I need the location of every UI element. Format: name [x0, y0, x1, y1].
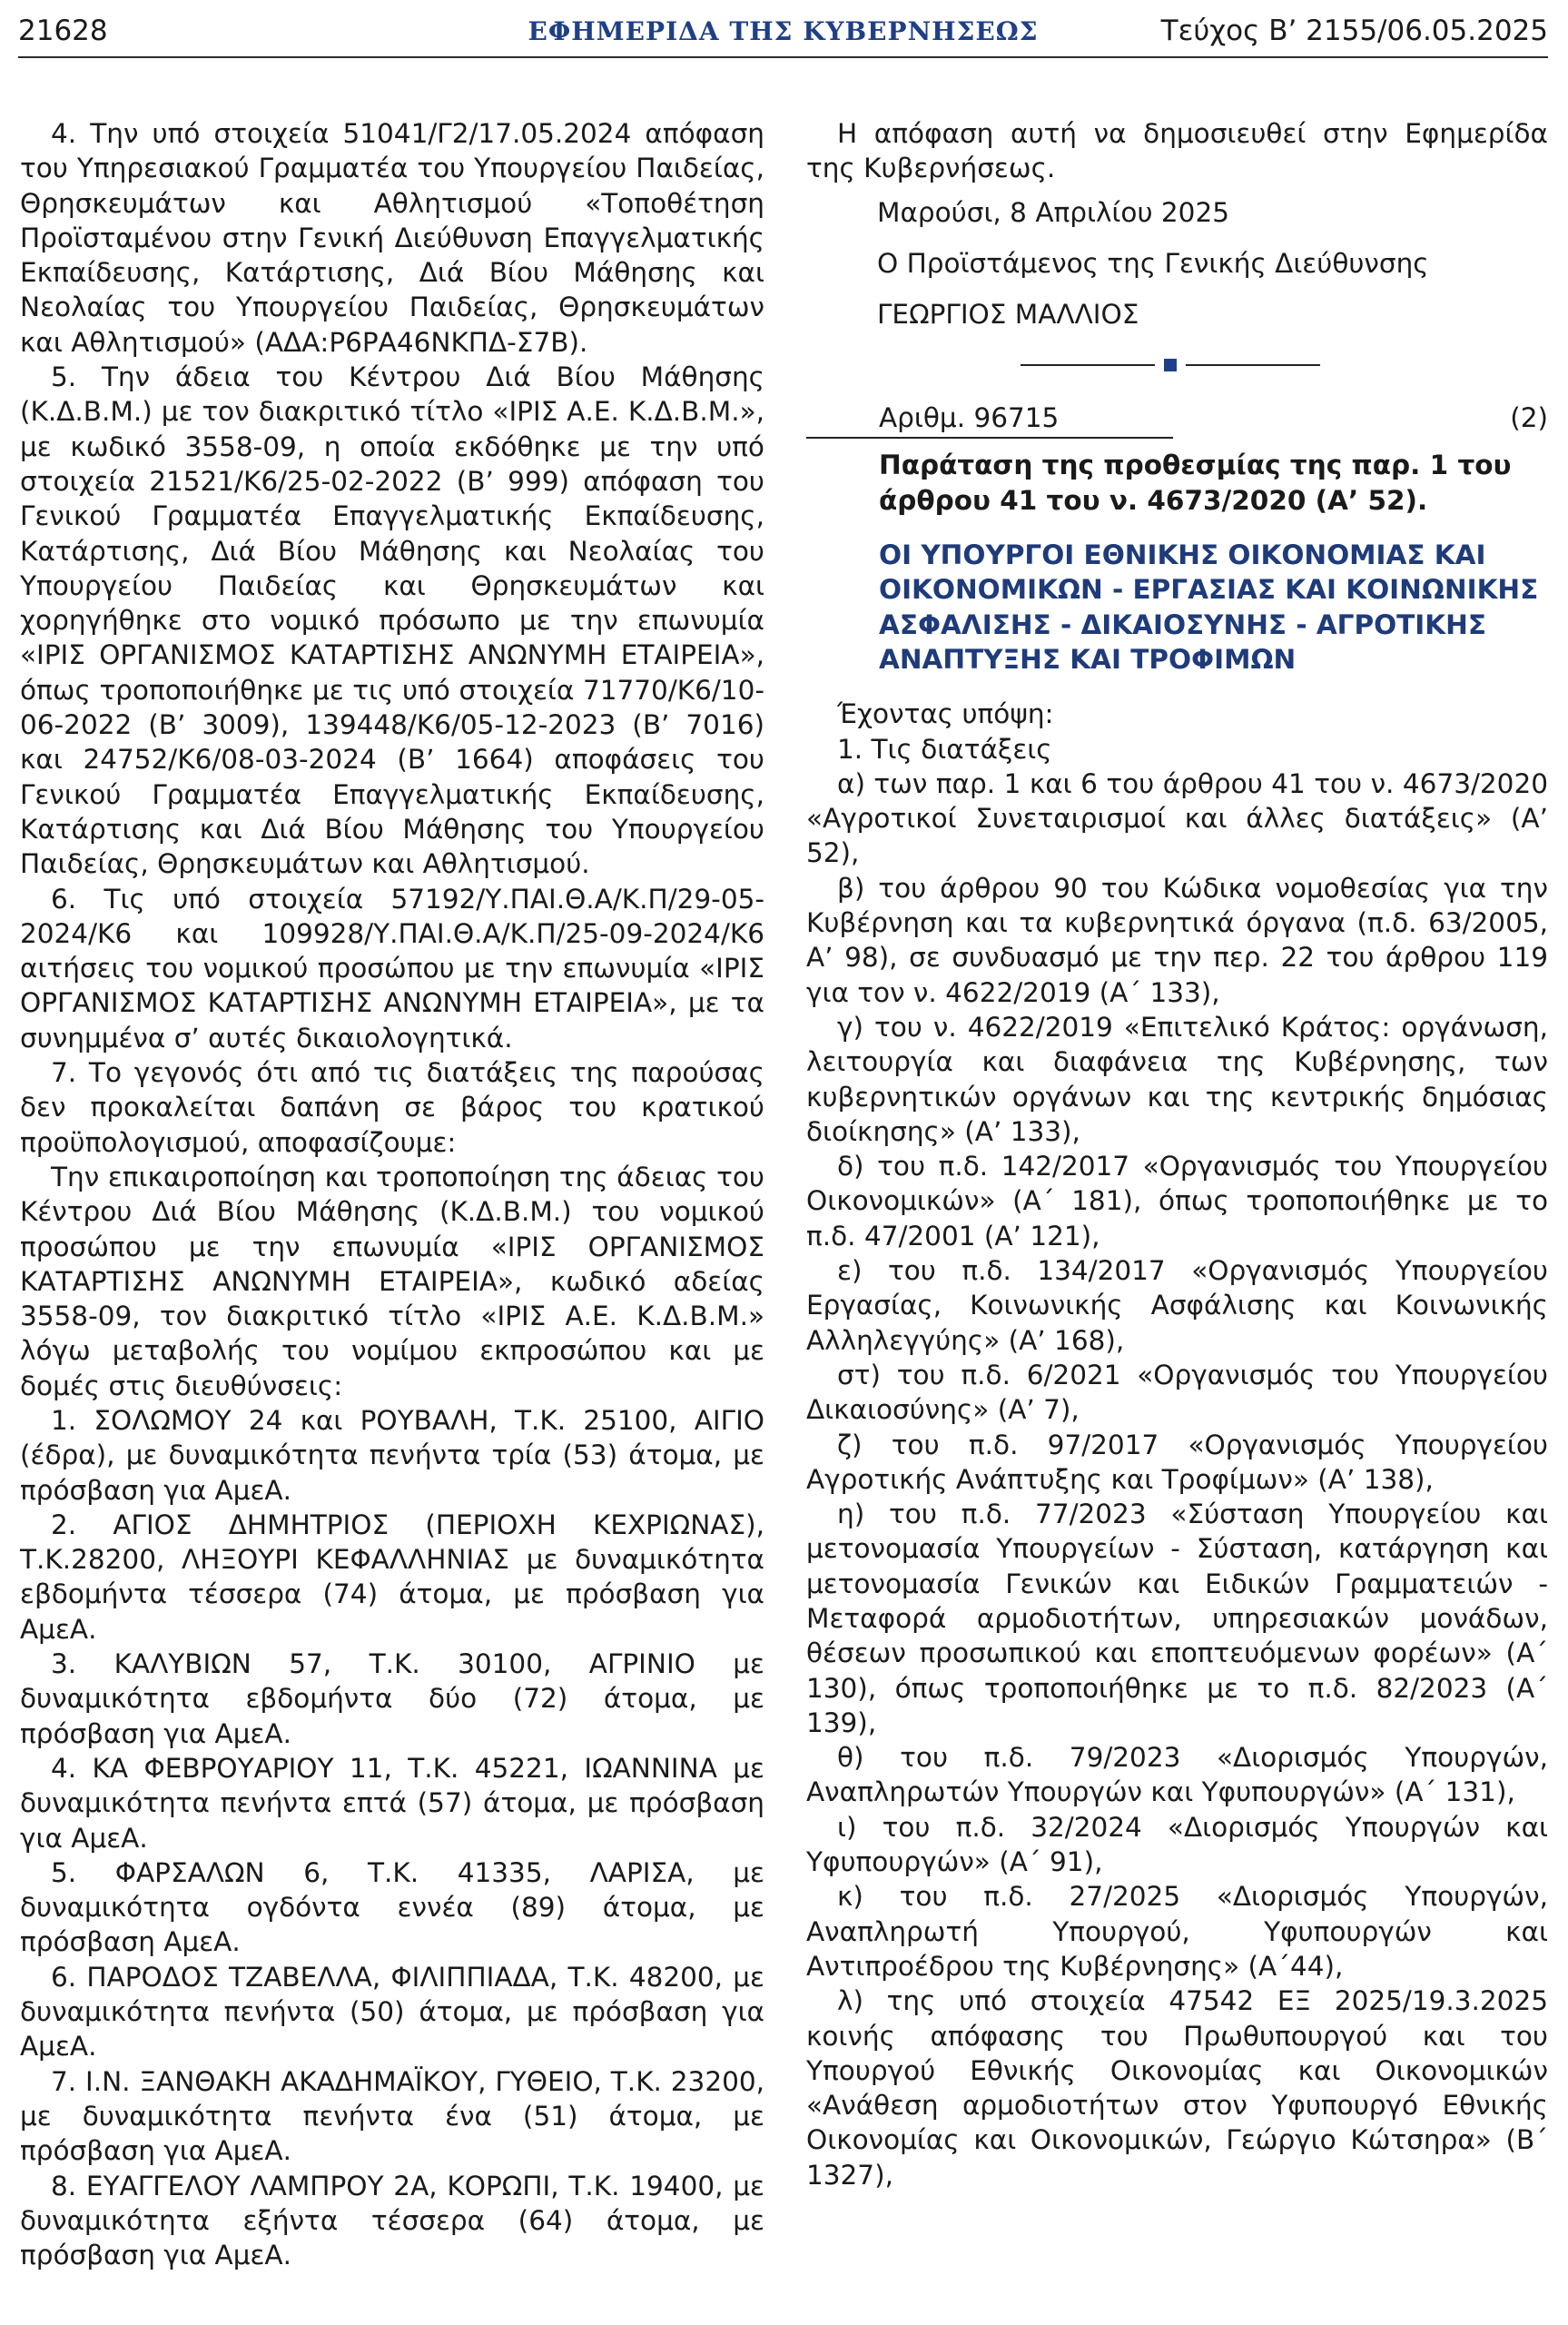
decision-number-row [806, 401, 1548, 439]
right-column [806, 116, 1548, 2192]
signature-role: Ο Προϊστάμενος της Γενικής Διεύθυνσης [877, 247, 1429, 279]
paragraph: στ) του π.δ. 6/2021 «Οργανισμός του Υπουργείου Δικαιοσύνης» (Α’ 7), [806, 1359, 1548, 1426]
issue-reference: Τεύχος B’ 2155/06.05.2025 [1160, 15, 1548, 47]
decision-number-underline [806, 437, 1173, 439]
paragraph: λ) της υπό στοιχεία 47542 ΕΞ 2025/19.3.2025 κοινής απόφασης του Πρωθυπουργού και του Υπουργού Εθνικής Οικονομίας και Οικονομικών «Ανάθεση αρμοδιοτήτων στον Υφυπουργό Εθνικής Οικονομίας και Οικονομικών, Γεώργιο Κώτσηρα» (Β΄ 1327), [806, 1985, 1548, 2191]
paragraph: θ) του π.δ. 79/2023 «Διορισμός Υπουργών, Αναπληρωτών Υπουργών και Υφυπουργών» (Α΄ 131), [806, 1742, 1548, 1808]
address-item: 5. ΦΑΡΣΑΛΩΝ 6, Τ.Κ. 41335, ΛΑΡΙΣΑ, με δυναμικότητα ογδόντα εννέα (89) άτομα, με πρόσβαση ΑμεΑ. [20, 1856, 764, 1958]
paragraph: 5. Την άδεια του Κέντρου Διά Βίου Μάθησης (Κ.Δ.Β.Μ.) με τον διακριτικό τίτλο «ΙΡΙΣ Α.Ε. Κ.Δ.Β.Μ.», με κωδικό 3558-09, η οποία εκδόθηκε με την υπό στοιχεία 21521/Κ6/25-02-2022 (Β’ 999) απόφαση του Γενικού Γραμματέα Επαγγελματικής Εκπαίδευσης, Κατάρτισης, Διά Βίου Μάθησης και Νεολαίας του Υπουργείου Παιδείας και Θρησκευμάτων και χορηγήθηκε στο νομικό πρόσωπο με την επωνυμία «ΙΡΙΣ ΟΡΓΑΝΙΣΜΟΣ ΚΑΤΑΡΤΙΣΗΣ ΑΝΩΝΥΜΗ ΕΤΑΙΡΕΙΑ», όπως τροποποιήθηκε με τις υπό στοιχεία 71770/Κ6/10-06-2022 (Β’ 3009), 139448/Κ6/05-12-2023 (Β’ 7016) και 24752/Κ6/08-03-2024 (Β’ 1664) αποφάσεις του Γενικού Γραμματέα Επαγγελματικής Εκπαίδευσης, Κατάρτισης και Διά Βίου Μάθησης του Υπουργείου Παιδείας, Θρησκευμάτων και Αθλητισμού. [20, 361, 764, 880]
paragraph: 7. Το γεγονός ότι από τις διατάξεις της παρούσας δεν προκαλείται δαπάνη σε βάρος του κρατικού προϋπολογισμού, αποφασίζουμε: [20, 1057, 764, 1158]
address-item: 7. Ι.Ν. ΞΑΝΘΑΚΗ ΑΚΑΔΗΜΑΪΚΟΥ, ΓΥΘΕΙΟ, Τ.Κ. 23200, με δυναμικότητα πενήντα ένα (51) άτομα, με πρόσβαση για ΑμεΑ. [20, 2065, 764, 2167]
paragraph: α) των παρ. 1 και 6 του άρθρου 41 του ν. 4673/2020 «Αγροτικοί Συνεταιρισμοί και άλλες διατάξεις» (Α’ 52), [806, 767, 1548, 869]
signature-block [877, 195, 1548, 332]
address-item: 1. ΣΟΛΩΜΟΥ 24 και ΡΟΥΒΑΛΗ, Τ.Κ. 25100, ΑΙΓΙΟ (έδρα), με δυναμικότητα πενήντα τρία (53) άτομα, με πρόσβαση για ΑμεΑ. [20, 1404, 764, 1506]
decision-counter: (2) [1510, 402, 1548, 434]
signature-place-date: Μαρούσι, 8 Απριλίου 2025 [877, 196, 1229, 228]
signature-name: ΓΕΩΡΓΙΟΣ ΜΑΛΛΙΟΣ [877, 299, 1139, 331]
paragraph: ζ) του π.δ. 97/2017 «Οργανισμός Υπουργείου Αγροτικής Ανάπτυξης και Τροφίμων» (Α’ 138), [806, 1429, 1548, 1495]
decision-authority: ΟΙ ΥΠΟΥΡΓΟΙ ΕΘΝΙΚΗΣ ΟΙΚΟΝΟΜΙΑΣ ΚΑΙ ΟΙΚΟΝΟΜΙΚΩΝ - ΕΡΓΑΣΙΑΣ ΚΑΙ ΚΟΙΝΩΝΙΚΗΣ ΑΣΦΑΛΙΣΗΣ - ΔΙΚΑΙΟΣΥΝΗΣ - ΑΓΡΟΤΙΚΗΣ ΑΝΑΠΤΥΞΗΣ ΚΑΙ ΤΡΟΦΙΜΩΝ [879, 539, 1539, 675]
paragraph: ε) του π.δ. 134/2017 «Οργανισμός Υπουργείου Εργασίας, Κοινωνικής Ασφάλισης και Κοινωνικής Αλληλεγγύης» (Α’ 168), [806, 1255, 1548, 1356]
left-column [20, 116, 764, 2272]
divider-line-right [1186, 364, 1320, 366]
address-item: 4. ΚΑ ΦΕΒΡΟΥΑΡΙΟΥ 11, Τ.Κ. 45221, ΙΩΑΝΝΙΝΑ με δυναμικότητα πενήντα επτά (57) άτομα, με πρόσβαση για ΑμεΑ. [20, 1752, 764, 1854]
decision-number: Αριθμ. 96715 [879, 402, 1060, 434]
divider-line-left [1021, 364, 1155, 366]
paragraph: κ) του π.δ. 27/2025 «Διορισμός Υπουργών, Αναπληρωτή Υπουργού, Υφυπουργών και Αντιπροέδρου της Κυβέρνησης» (Α΄44), [806, 1881, 1548, 1982]
address-item: 8. ΕΥΑΓΓΕΛΟΥ ΛΑΜΠΡΟΥ 2Α, ΚΟΡΩΠΙ, Τ.Κ. 19400, με δυναμικότητα εξήντα τέσσερα (64) άτομα, με πρόσβαση για ΑμεΑ. [20, 2170, 764, 2271]
address-item: 6. ΠΑΡΟΔΟΣ ΤΖΑΒΕΛΛΑ, ΦΙΛΙΠΠΙΑΔΑ, Τ.Κ. 48200, με δυναμικότητα πενήντα (50) άτομα, με πρόσβαση για ΑμεΑ. [20, 1961, 764, 2063]
paragraph: δ) του π.δ. 142/2017 «Οργανισμός του Υπουργείου Οικονομικών» (Α΄ 181), όπως τροποποιήθηκε με το π.δ. 47/2001 (Α’ 121), [806, 1151, 1548, 1252]
paragraph: ι) του π.δ. 32/2024 «Διορισμός Υπουργών και Υφυπουργών» (Α΄ 91), [806, 1811, 1548, 1878]
paragraph: Την επικαιροποίηση και τροποποίηση της άδειας του Κέντρου Διά Βίου Μάθησης (Κ.Δ.Β.Μ.) του νομικού προσώπου με την επωνυμία «ΙΡΙΣ ΟΡΓΑΝΙΣΜΟΣ ΚΑΤΑΡΤΙΣΗΣ ΑΝΩΝΥΜΗ ΕΤΑΙΡΕΙΑ», κωδικό αδείας 3558-09, τον διακριτικό τίτλο «ΙΡΙΣ Α.Ε. Κ.Δ.Β.Μ.» λόγω μεταβολής του νομίμου εκπροσώπου και με δομές στις διευθύνσεις: [20, 1161, 764, 1401]
paragraph: Έχοντας υπόψη: [837, 698, 1054, 730]
paragraph: η) του π.δ. 77/2023 «Σύσταση Υπουργείου και μετονομασία Υπουργείων - Σύσταση, κατάργηση και μετονομασία Γενικών και Ειδικών Γραμματειών - Μεταφορά αρμοδιοτήτων, υπηρεσιακών μονάδων, θέσεων προσωπικού και εποπτευόμενων φορέων» (Α΄ 130), όπως τροποποιήθηκε με το π.δ. 82/2023 (Α΄ 139), [806, 1499, 1548, 1738]
decision-title: Παράταση της προθεσμίας της παρ. 1 του άρθρου 41 του ν. 4673/2020 (Α’ 52). [879, 450, 1512, 516]
section-divider [806, 348, 1548, 384]
page-header [18, 9, 1548, 58]
publication-title: ΕΦΗΜΕΡΙΔΑ ΤΗΣ ΚΥΒΕΡΝΗΣΕΩΣ [528, 16, 1039, 46]
publication-note: Η απόφαση αυτή να δημοσιευθεί στην Εφημερίδα της Κυβερνήσεως. [806, 118, 1548, 184]
paragraph: 1. Τις διατάξεις [837, 733, 1052, 765]
paragraph: β) του άρθρου 90 του Κώδικα νομοθεσίας για την Κυβέρνηση και τα κυβερνητικά όργανα (π.δ. 63/2005, Α’ 98), σε συνδυασμό με την περ. 22 του άρθρου 119 για τον ν. 4622/2019 (Α΄ 133), [806, 872, 1548, 1008]
divider-square-icon [1164, 359, 1177, 371]
paragraph: γ) του ν. 4622/2019 «Επιτελικό Κράτος: οργάνωση, λειτουργία και διαφάνεια της Κυβέρνησης, των κυβερνητικών οργάνων και της κεντρικής δημόσιας διοίκησης» (Α’ 133), [806, 1011, 1548, 1147]
page-number: 21628 [18, 15, 108, 47]
paragraph: 4. Την υπό στοιχεία 51041/Γ2/17.05.2024 απόφαση του Υπηρεσιακού Γραμματέα του Υπουργείου Παιδείας, Θρησκευμάτων και Αθλητισμού «Τοποθέτηση Προϊσταμένου στην Γενική Διεύθυνση Επαγγελματικής Εκπαίδευσης, Κατάρτισης, Διά Βίου Μάθησης και Νεολαίας του Υπουργείου Παιδείας, Θρησκευμάτων και Αθλητισμού» (ΑΔΑ:Ρ6ΡΑ46ΝΚΠΔ-Σ7Β). [20, 118, 764, 358]
paragraph: 6. Τις υπό στοιχεία 57192/Υ.ΠΑΙ.Θ.Α/Κ.Π/29-05-2024/Κ6 και 109928/Υ.ΠΑΙ.Θ.Α/Κ.Π/25-09-2024/Κ6 αιτήσεις του νομικού προσώπου με την επωνυμία «ΙΡΙΣ ΟΡΓΑΝΙΣΜΟΣ ΚΑΤΑΡΤΙΣΗΣ ΑΝΩΝΥΜΗ ΕΤΑΙΡΕΙΑ», με τα συνημμένα σ’ αυτές δικαιολογητικά. [20, 883, 764, 1054]
address-item: 3. ΚΑΛΥΒΙΩΝ 57, Τ.Κ. 30100, ΑΓΡΙΝΙΟ με δυναμικότητα εβδομήντα δύο (72) άτομα, με πρόσβαση για ΑμεΑ. [20, 1648, 764, 1749]
address-item: 2. ΑΓΙΟΣ ΔΗΜΗΤΡΙΟΣ (ΠΕΡΙΟΧΗ ΚΕΧΡΙΩΝΑΣ), Τ.Κ.28200, ΛΗΞΟΥΡΙ ΚΕΦΑΛΛΗΝΙΑΣ με δυναμικότητα εβδομήντα τέσσερα (74) άτομα, με πρόσβαση για ΑμεΑ. [20, 1509, 764, 1645]
